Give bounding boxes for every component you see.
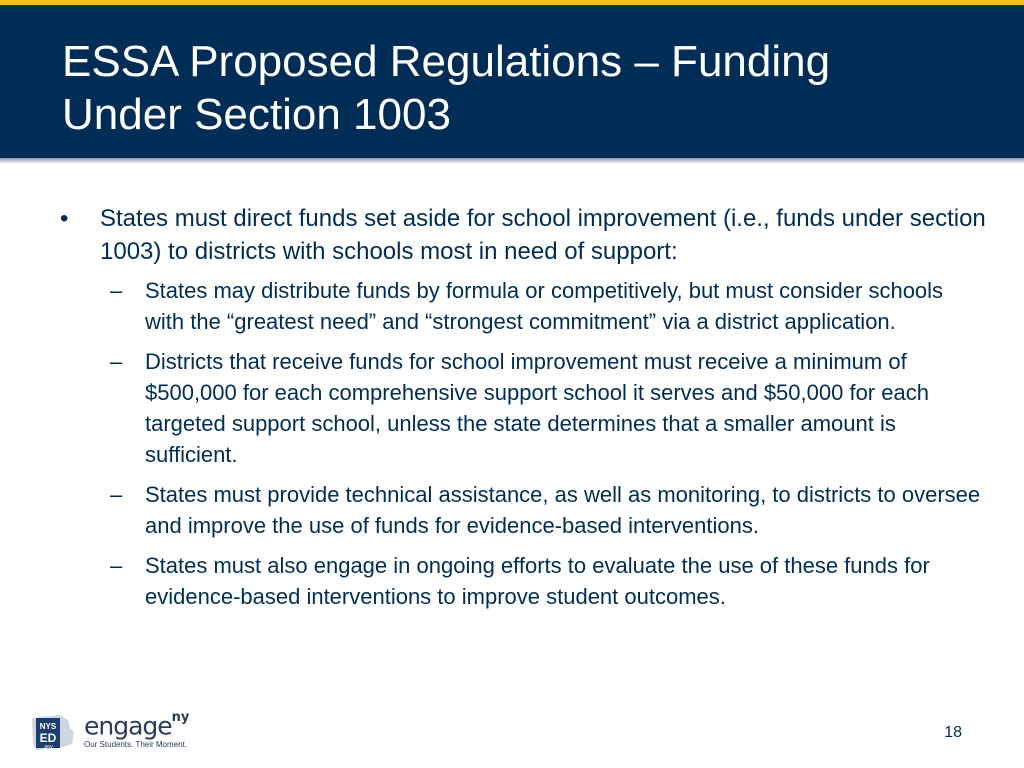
nys-text: NYS	[39, 722, 57, 731]
main-bullet	[58, 202, 988, 268]
sub-bullet-text: States must also engage in ongoing efforts to evaluate the use of these funds for evidence-based interventions to improve student outcomes.	[145, 553, 930, 609]
sub-bullet-item	[58, 346, 988, 470]
engageny-logo	[28, 706, 198, 756]
engageny-wordmark	[84, 708, 189, 740]
title-banner	[0, 5, 1024, 158]
bullet-marker: •	[60, 205, 69, 232]
main-bullet-text: States must direct funds set aside for school improvement (i.e., funds under section 1003) to districts with schools most in need of support:	[100, 205, 986, 265]
logo-tagline: Our Students. Their Moment.	[84, 740, 188, 749]
page-number: 18	[944, 724, 962, 741]
ed-text: ED	[39, 731, 57, 745]
banner-shadow	[0, 158, 1024, 164]
ny-text: ny	[171, 710, 190, 725]
gov-text: .gov	[43, 744, 53, 750]
sub-bullet-list	[58, 275, 988, 612]
slide-body	[58, 202, 988, 621]
slide-title-line-1: ESSA Proposed Regulations – Funding	[62, 37, 831, 86]
sub-bullet-item	[58, 275, 988, 337]
slide-title	[62, 35, 962, 141]
sub-bullet-text: Districts that receive funds for school improvement must receive a minimum of $500,000 for each comprehensive support school it serves and $50,000 for each targeted support school, unless the state determines that a smaller amount is sufficient.	[145, 349, 929, 467]
dash-marker: –	[110, 482, 123, 507]
dash-marker: –	[110, 553, 123, 578]
nysed-logo-icon	[30, 714, 76, 752]
sub-bullet-item	[58, 479, 988, 541]
sub-bullet-text: States may distribute funds by formula or competitively, but must consider schools with the “greatest need” and “strongest commitment” via a district application.	[145, 278, 944, 334]
slide-title-line-2: Under Section 1003	[62, 90, 451, 139]
dash-marker: –	[110, 349, 123, 374]
engage-text: engage	[84, 711, 172, 741]
sub-bullet-item	[58, 550, 988, 612]
dash-marker: –	[110, 278, 123, 303]
sub-bullet-text: States must provide technical assistance, as well as monitoring, to districts to oversee and improve the use of funds for evidence-based interventions.	[145, 482, 981, 538]
